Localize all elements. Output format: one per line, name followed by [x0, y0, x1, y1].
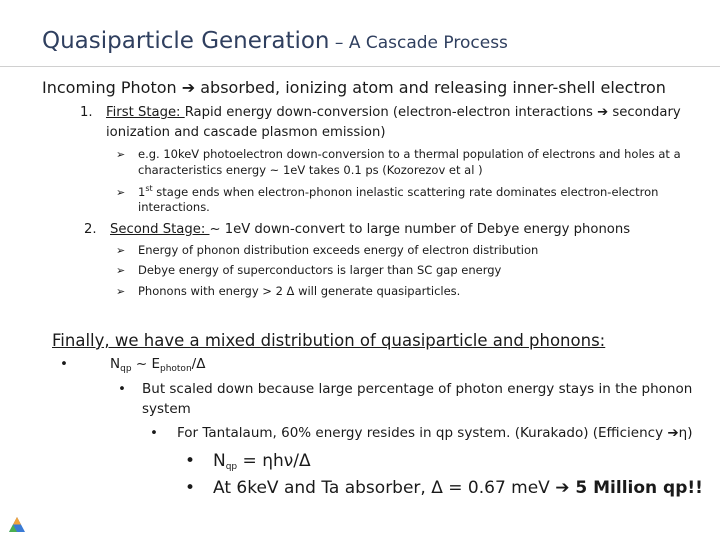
round-bullet-icon: •	[185, 451, 196, 471]
title-divider	[0, 66, 720, 67]
page-title: Quasiparticle Generation – A Cascade Process	[42, 28, 508, 54]
stage1-line1: 1. First Stage: Rapid energy down-conversion (electron-electron interactions ➔ secondary	[80, 105, 681, 120]
result-line: • At 6keV and Ta absorber, Δ = 0.67 meV ➔ 5 Million qp!!	[185, 478, 703, 498]
stage1-line2: ionization and cascade plasmon emission)	[106, 125, 386, 140]
nqp-line: • $N_{qp}$ ~ $E_{photon}/\Delta$	[60, 356, 206, 374]
arrowhead-bullet-icon: ➢	[116, 148, 126, 161]
finally-heading: Finally, we have a mixed distribution of quasiparticle and phonons:	[52, 331, 606, 350]
round-bullet-icon: •	[150, 425, 158, 441]
triangle-logo-icon	[8, 516, 26, 534]
stage1-bullet1: ➢ e.g. 10keV photoelectron down-conversion to a thermal population of electrons and holes at a	[116, 147, 681, 161]
stage2-bullet3: ➢ Phonons with energy > 2 Δ will generate quasiparticles.	[116, 284, 461, 298]
arrowhead-bullet-icon: ➢	[116, 285, 126, 298]
intro-line: Incoming Photon ➔ absorbed, ionizing atom and releasing inner-shell electron	[42, 78, 666, 97]
tantalum-line: • For Tantalaum, 60% energy resides in qp system. (Kurakado) (Efficiency ➔η)	[150, 425, 693, 441]
stage1-bullet2: ➢ 1st stage ends when electron-phonon inelastic scattering rate dominates electron-electron	[116, 184, 659, 199]
arrowhead-bullet-icon: ➢	[116, 185, 126, 199]
nqp-formula-line: • $N_{qp} = \eta h\nu/\Delta$	[185, 451, 311, 472]
round-bullet-icon: •	[185, 478, 196, 498]
scaled-line1: • But scaled down because large percentage of photon energy stays in the phonon	[118, 381, 693, 397]
scaled-line2: system	[142, 401, 191, 417]
arrowhead-bullet-icon: ➢	[116, 264, 126, 277]
right-arrow-icon: ➔	[597, 105, 609, 120]
right-arrow-icon: ➔	[667, 425, 679, 441]
stage2-bullet1: ➢ Energy of phonon distribution exceeds energy of electron distribution	[116, 243, 539, 257]
right-arrow-icon: ➔	[181, 78, 196, 97]
stage2-line: 2. Second Stage: ~ 1eV down-convert to large number of Debye energy phonons	[84, 222, 631, 237]
stage1-bullet2-cont: interactions.	[138, 200, 210, 214]
stage2-bullet2: ➢ Debye energy of superconductors is larger than SC gap energy	[116, 263, 502, 277]
round-bullet-icon: •	[60, 356, 68, 372]
round-bullet-icon: •	[118, 381, 126, 397]
right-arrow-icon: ➔	[555, 478, 570, 498]
arrowhead-bullet-icon: ➢	[116, 244, 126, 257]
stage1-bullet1-cont: characteristics energy ~ 1eV takes 0.1 ps (Kozorezov et al )	[138, 163, 483, 177]
